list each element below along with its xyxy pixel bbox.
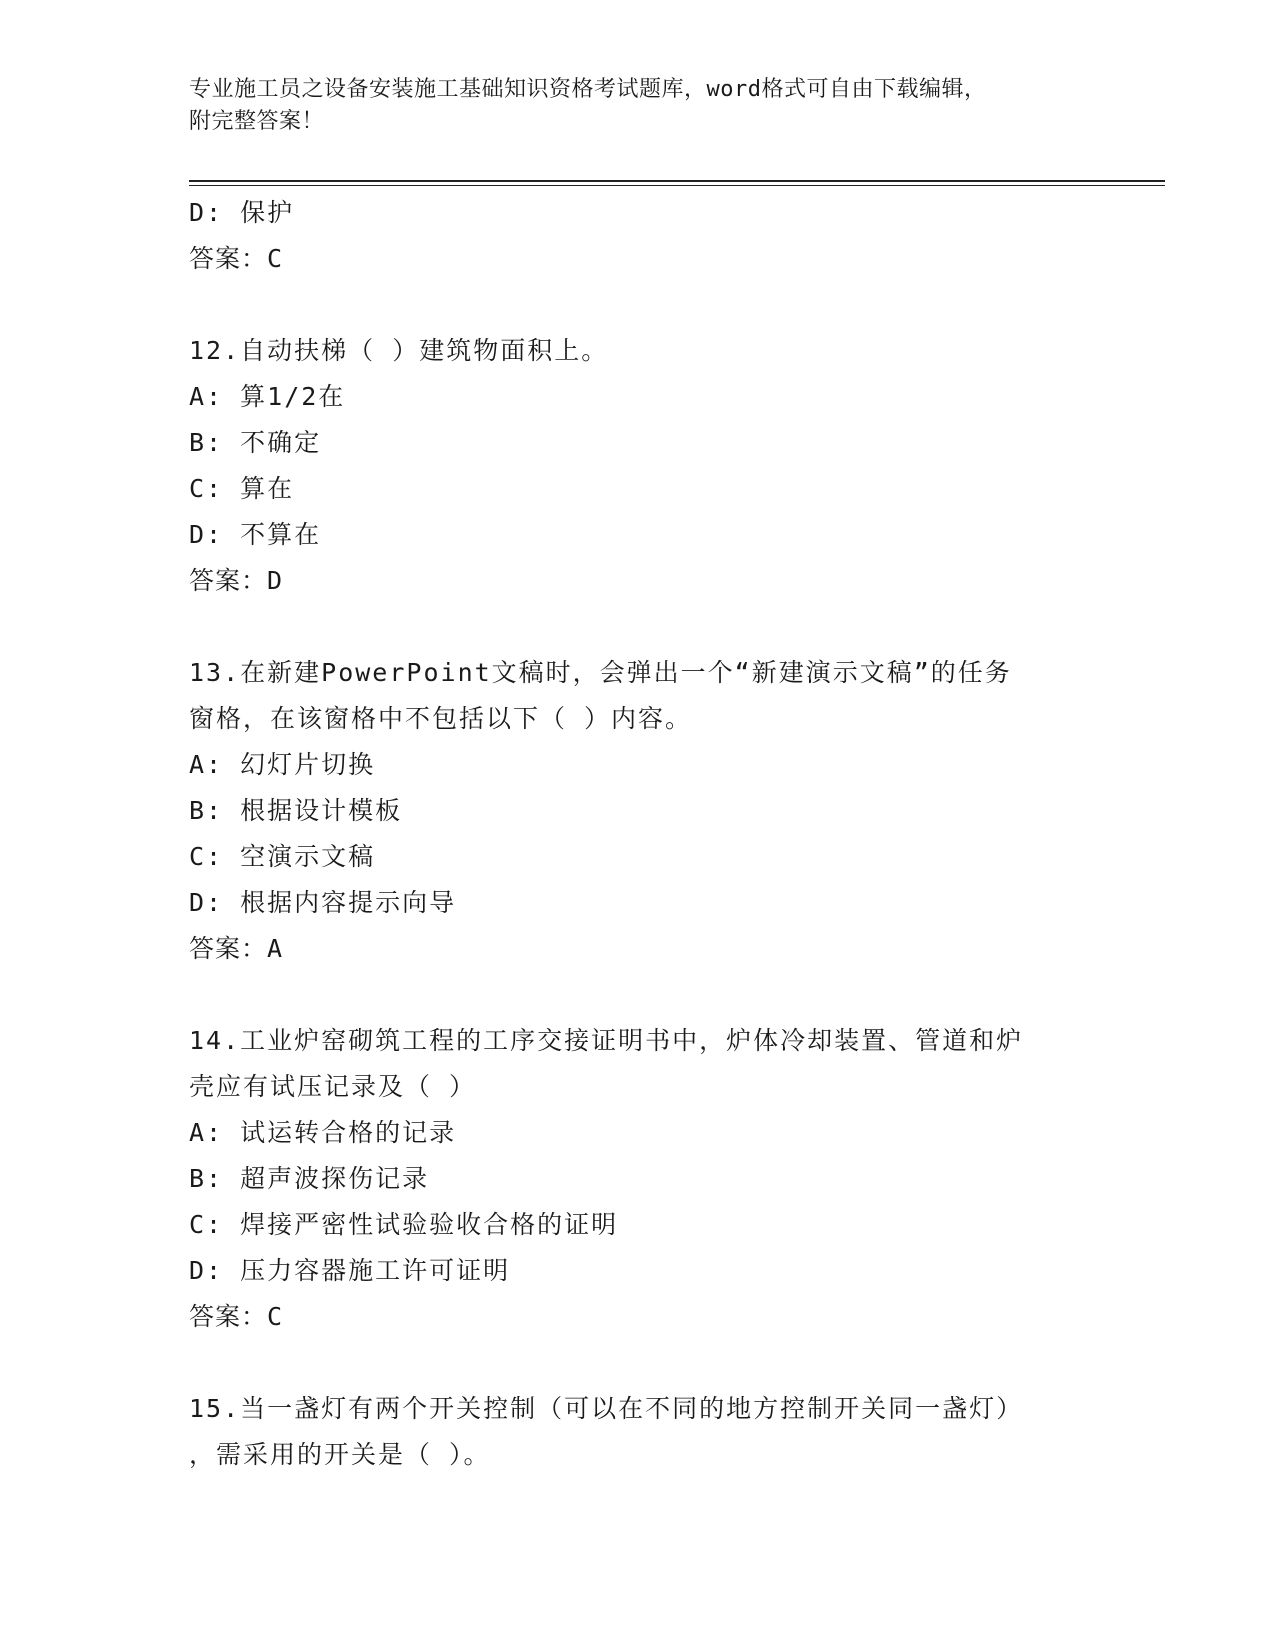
header-line-1: 专业施工员之设备安装施工基础知识资格考试题库，word格式可自由下载编辑， [189, 77, 987, 102]
prev-answer: 答案：C [189, 244, 284, 273]
spacer [189, 1340, 1089, 1386]
option-d: D: 压力容器施工许可证明 [189, 1256, 511, 1285]
question-14 [189, 1018, 1089, 1340]
question-stem-line-1: 13.在新建PowerPoint文稿时，会弹出一个“新建演示文稿”的任务 [189, 658, 1012, 687]
question-list [189, 190, 1089, 1478]
option-c: C: 算在 [189, 474, 295, 503]
question-stem-line-2: ，需采用的开关是（ ）。 [189, 1440, 491, 1469]
document-header [189, 74, 1089, 138]
option-b: B: 超声波探伤记录 [189, 1164, 430, 1193]
header-rule-thin [189, 185, 1165, 186]
spacer [189, 972, 1089, 1018]
prev-option-d: D: 保护 [189, 198, 295, 227]
header-line-2: 附完整答案！ [189, 109, 325, 134]
answer: 答案：A [189, 934, 284, 963]
question-stem-line-1: 14.工业炉窑砌筑工程的工序交接证明书中，炉体冷却装置、管道和炉 [189, 1026, 1024, 1055]
question-stem-line-2: 窗格，在该窗格中不包括以下（ ）内容。 [189, 704, 693, 733]
question-stem-line-1: 15.当一盏灯有两个开关控制（可以在不同的地方控制开关同一盏灯） [189, 1394, 1024, 1423]
question-stem-line-2: 壳应有试压记录及（ ） [189, 1072, 477, 1101]
question-13 [189, 650, 1089, 972]
question-12 [189, 328, 1089, 604]
option-b: B: 根据设计模板 [189, 796, 403, 825]
answer: 答案：D [189, 566, 284, 595]
spacer [189, 604, 1089, 650]
option-a: A: 算1/2在 [189, 382, 346, 411]
option-c: C: 空演示文稿 [189, 842, 376, 871]
option-d: D: 根据内容提示向导 [189, 888, 457, 917]
option-d: D: 不算在 [189, 520, 322, 549]
option-c: C: 焊接严密性试验验收合格的证明 [189, 1210, 619, 1239]
spacer [189, 282, 1089, 328]
question-15 [189, 1386, 1089, 1478]
header-rule-thick [189, 180, 1165, 182]
question-stem: 12.自动扶梯（ ）建筑物面积上。 [189, 336, 609, 365]
option-b: B: 不确定 [189, 428, 322, 457]
option-a: A: 幻灯片切换 [189, 750, 376, 779]
option-a: A: 试运转合格的记录 [189, 1118, 457, 1147]
answer: 答案：C [189, 1302, 284, 1331]
